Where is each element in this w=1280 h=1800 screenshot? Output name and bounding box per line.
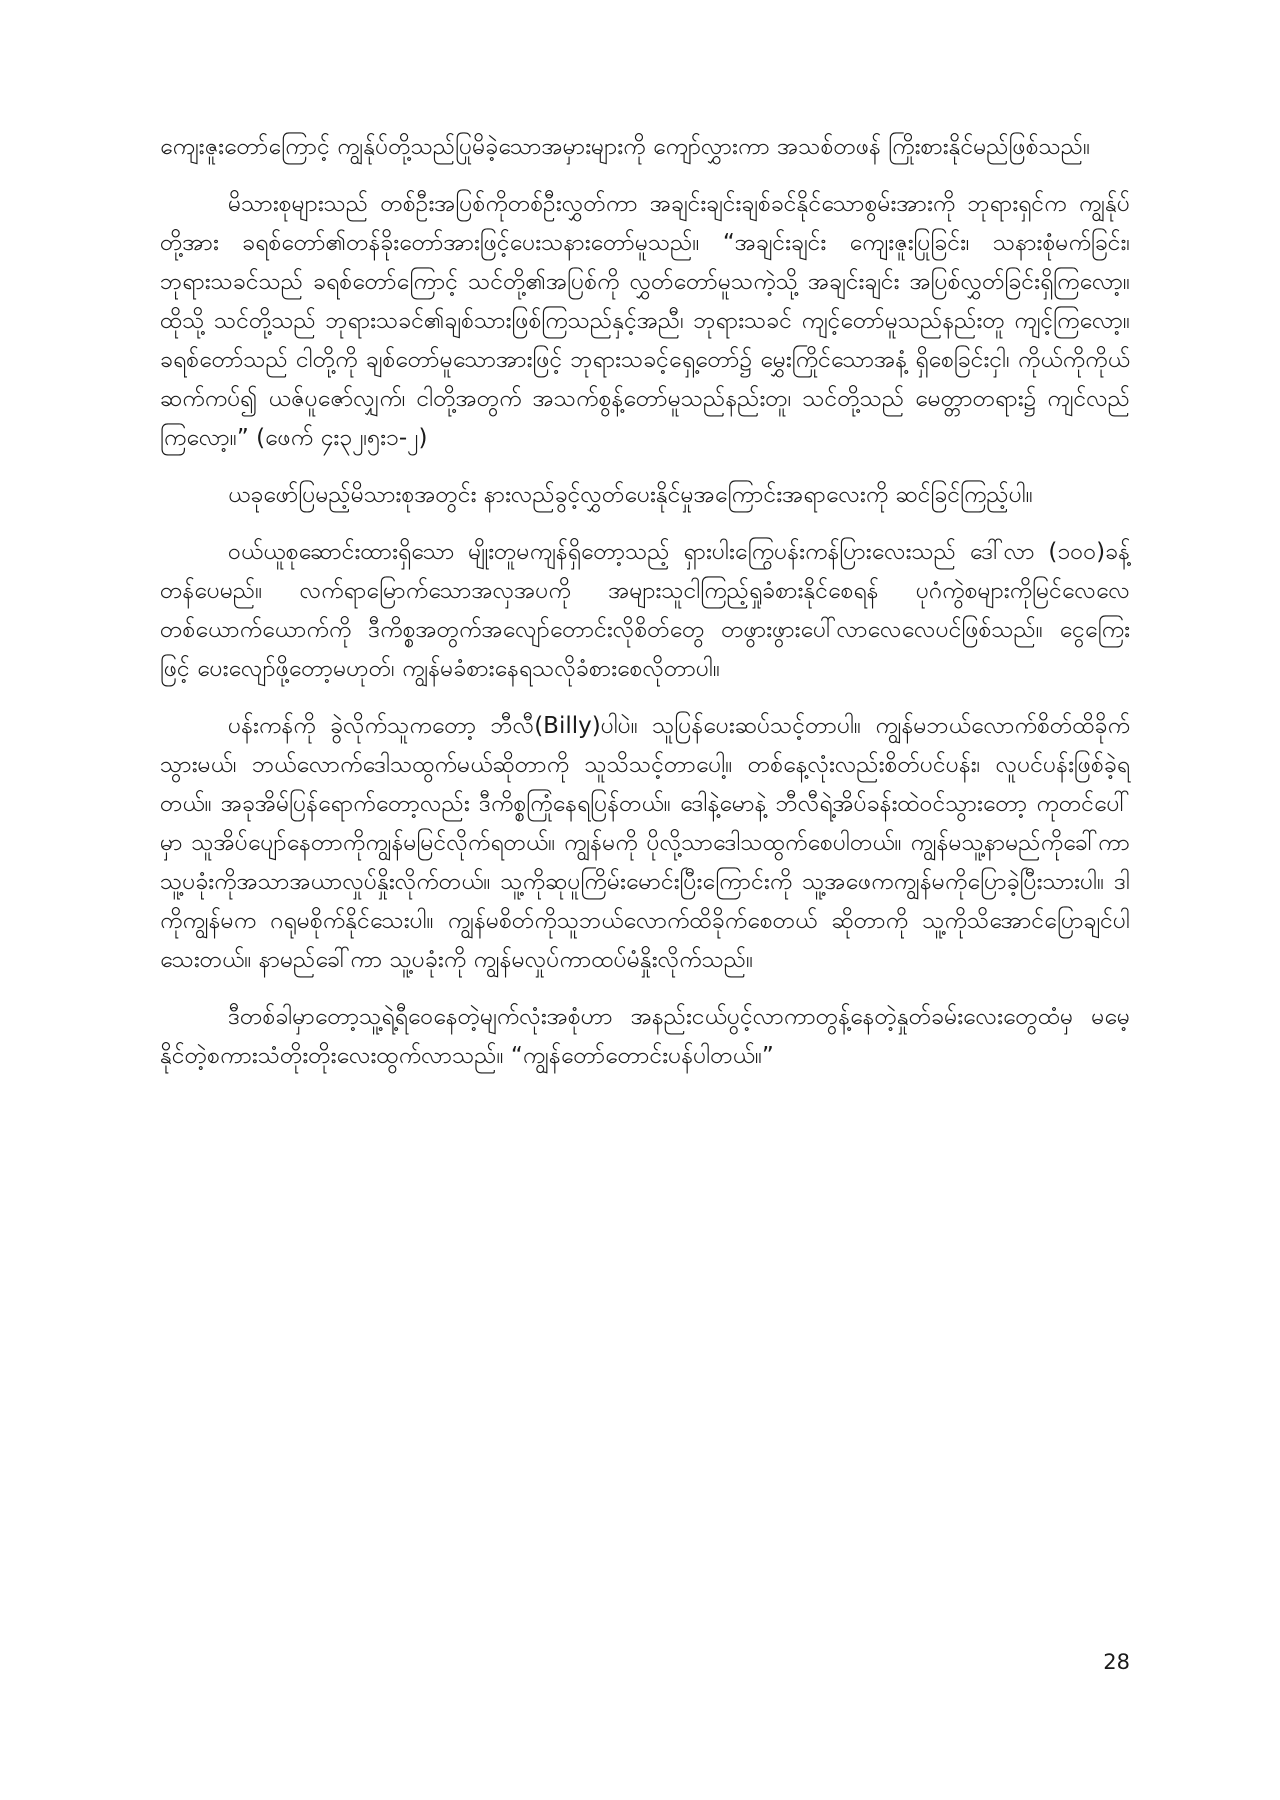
paragraph-4: ဝယ်ယူစုဆောင်းထားရှိသော မျိုးတူမကျန်ရှိတော့သည့် ရှားပါးကြွေပန်းကန်ပြားလေးသည် ဒေါ်လာ (၁၀၀)ခန့်တန်ပေမည်။ လက်ရာမြောက်သောအလှအပကို အများသူငါကြည့်ရှုခံစားနိုင်စေရန် ပုဂံကွဲစများကိုမြင်လေလေ တစ်ယောက်ယောက်ကို ဒီကိစ္စအတွက်အလျော်တောင်းလိုစိတ်တွေ တဖွားဖွားပေါ်လာလေလေပင်ဖြစ်သည်။ ငွေကြေးဖြင့် ပေးလျော်ဖို့တော့မဟုတ်၊ ကျွန်မခံစားနေရသလိုခံစားစေလိုတာပါ။ xyxy=(160,539,1130,682)
page-number: 28 xyxy=(1103,1650,1130,1674)
paragraph-5: ပန်းကန်ကို ခွဲလိုက်သူကတော့ ဘီလီ(Billy)ပါပဲ။ သူပြန်ပေးဆပ်သင့်တာပါ။ ကျွန်မဘယ်လောက်စိတ်ထိခိုက်သွားမယ်၊ ဘယ်လောက်ဒေါသထွက်မယ်ဆိုတာကို သူသိသင့်တာပေါ့။ တစ်နေ့လုံးလည်းစိတ်ပင်ပန်း၊ လူပင်ပန်းဖြစ်ခဲ့ရတယ်။ အခုအိမ်ပြန်ရောက်တော့လည်း ဒီကိစ္စကြုံနေရပြန်တယ်။ ဒေါနဲ့မောနဲ့ ဘီလီရဲ့အိပ်ခန်းထဲဝင်သွားတော့ ကုတင်ပေါ်မှာ သူအိပ်ပျော်နေတာကိုကျွန်မမြင်လိုက်ရတယ်။ ကျွန်မကို ပိုလို့သာဒေါသထွက်စေပါတယ်။ ကျွန်မသူ့နာမည်ကိုခေါ်ကာ သူ့ပခုံးကိုအသာအယာလှုပ်နှိုးလိုက်တယ်။ သူ့ကိုဆုပူကြိမ်းမောင်းပြီးကြောင်းကို သူ့အဖေကကျွန်မကိုပြောခဲ့ပြီးသားပါ။ ဒါကိုကျွန်မက ဂရုမစိုက်နိုင်သေးပါ။ ကျွန်မစိတ်ကိုသူဘယ်လောက်ထိခိုက်စေတယ် ဆိုတာကို သူ့ကိုသိအောင်ပြောချင်ပါသေးတယ်။ နာမည်ခေါ်ကာ သူ့ပခုံးကို ကျွန်မလှုပ်ကာထပ်မံနှိုးလိုက်သည်။ xyxy=(160,713,1130,973)
paragraph-1: ကျေးဇူးတော်ကြောင့် ကျွန်ုပ်တို့သည်ပြုမိခဲ့သောအမှားများကို ကျော်လွှားကာ အသစ်တဖန် ကြိုးစားနိုင်မည်ဖြစ်သည်။ xyxy=(160,134,1091,160)
document-page xyxy=(160,128,1130,1688)
paragraph-2: မိသားစုများသည် တစ်ဦးအပြစ်ကိုတစ်ဦးလွှတ်ကာ အချင်းချင်းချစ်ခင်နိုင်သောစွမ်းအားကို ဘုရားရှင်က ကျွန်ုပ်တို့အား ခရစ်တော်၏တန်ခိုးတော်အားဖြင့်ပေးသနားတော်မူသည်။ “အချင်းချင်း ကျေးဇူးပြုခြင်း၊ သနားစုံမက်ခြင်း၊ ဘုရားသခင်သည် ခရစ်တော်ကြောင့် သင်တို့၏အပြစ်ကို လွှတ်တော်မူသကဲ့သို့ အချင်းချင်း အပြစ်လွှတ်ခြင်းရှိကြလော့။ ထိုသို့ သင်တို့သည် ဘုရားသခင်၏ချစ်သားဖြစ်ကြသည်နှင့်အညီ၊ ဘုရားသခင် ကျင့်တော်မူသည်နည်းတူ ကျင့်ကြလော့။ ခရစ်တော်သည် ငါတို့ကို ချစ်တော်မူသောအားဖြင့် ဘုရားသခင့်ရှေ့တော်၌ မွှေးကြိုင်သောအနံ့ ရှိစေခြင်းငှါ၊ ကိုယ်ကိုကိုယ် ဆက်ကပ်၍ ယဇ်ပူဇော်လျှက်၊ ငါတို့အတွက် အသက်စွန့်တော်မူသည်နည်းတူ၊ သင်တို့သည် မေတ္တာတရား၌ ကျင်လည်ကြလော့။” (ဖေက် ၄း၃၂၊၅း၁-၂) xyxy=(160,191,1130,451)
paragraph-6: ဒီတစ်ခါမှာတော့သူ့ရဲ့ရီဝေနေတဲ့မျက်လုံးအစုံဟာ အနည်းငယ်ပွင့်လာကာတွန့်နေတဲ့နှုတ်ခမ်းလေးတွေထံမှ မမေ့နိုင်တဲ့စကားသံတိုးတိုးလေးထွက်လာသည်။ “ကျွန်တော်တောင်းပန်ပါတယ်။” xyxy=(160,1004,1130,1069)
paragraph-3: ယခုဖော်ပြမည့်မိသားစုအတွင်း နားလည်ခွင့်လွှတ်ပေးနိုင်မှုအကြောင်းအရာလေးကို ဆင်ခြင်ကြည့်ပါ။ xyxy=(228,482,1033,508)
